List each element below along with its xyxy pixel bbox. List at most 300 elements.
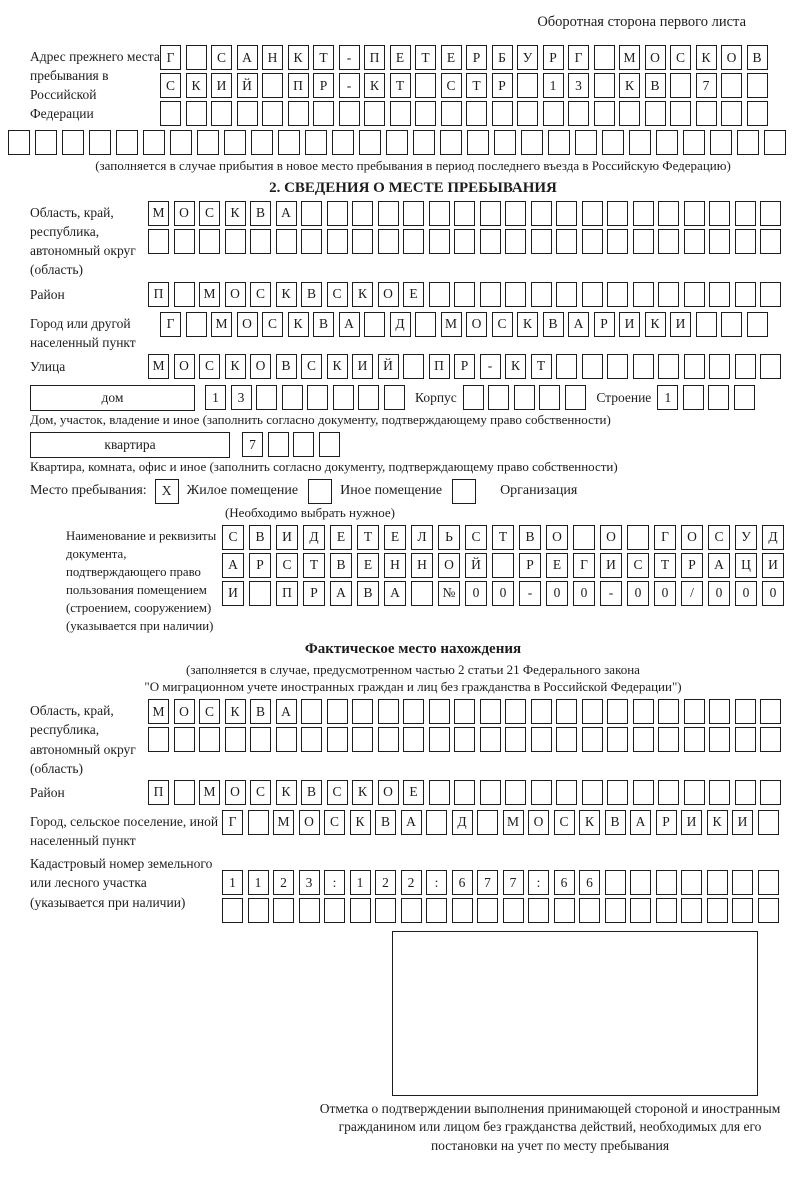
char-box[interactable] [531, 699, 552, 724]
char-box[interactable]: В [301, 282, 322, 307]
char-box[interactable] [734, 385, 755, 410]
char-box[interactable]: Д [452, 810, 473, 835]
char-box[interactable]: Д [303, 525, 325, 550]
char-box[interactable]: Р [454, 354, 475, 379]
checkbox-organizatsiya[interactable] [452, 479, 476, 504]
char-box[interactable] [630, 870, 651, 895]
char-box[interactable] [378, 201, 399, 226]
char-box[interactable] [517, 73, 538, 98]
char-box[interactable] [276, 727, 297, 752]
char-box[interactable] [656, 130, 678, 155]
char-box[interactable] [747, 101, 768, 126]
char-box[interactable] [143, 130, 165, 155]
char-box[interactable]: С [670, 45, 691, 70]
char-box[interactable] [339, 101, 360, 126]
char-box[interactable] [248, 898, 269, 923]
char-box[interactable]: С [276, 553, 298, 578]
char-box[interactable] [480, 780, 501, 805]
char-box[interactable] [656, 870, 677, 895]
char-box[interactable]: А [384, 581, 406, 606]
char-box[interactable] [707, 898, 728, 923]
char-box[interactable] [505, 201, 526, 226]
char-box[interactable] [764, 130, 786, 155]
char-box[interactable] [575, 130, 597, 155]
char-box[interactable] [505, 699, 526, 724]
char-box[interactable] [709, 727, 730, 752]
char-box[interactable] [658, 282, 679, 307]
char-box[interactable] [480, 727, 501, 752]
char-box[interactable]: О [378, 780, 399, 805]
char-box[interactable] [426, 810, 447, 835]
char-box[interactable]: 0 [654, 581, 676, 606]
char-box[interactable] [514, 385, 535, 410]
char-box[interactable] [760, 699, 781, 724]
char-box[interactable] [735, 727, 756, 752]
char-box[interactable]: В [250, 201, 271, 226]
char-box[interactable]: И [222, 581, 244, 606]
char-box[interactable] [463, 385, 484, 410]
char-box[interactable] [411, 581, 433, 606]
char-box[interactable] [324, 898, 345, 923]
char-box[interactable]: М [503, 810, 524, 835]
char-box[interactable] [594, 101, 615, 126]
char-box[interactable]: 0 [762, 581, 784, 606]
char-box[interactable] [378, 229, 399, 254]
char-box[interactable]: Т [415, 45, 436, 70]
char-box[interactable]: С [627, 553, 649, 578]
char-box[interactable]: С [324, 810, 345, 835]
char-box[interactable]: 7 [696, 73, 717, 98]
char-box[interactable]: О [237, 312, 258, 337]
char-box[interactable]: О [528, 810, 549, 835]
char-box[interactable]: К [352, 780, 373, 805]
char-box[interactable]: О [174, 201, 195, 226]
char-box[interactable] [758, 810, 779, 835]
char-box[interactable] [224, 130, 246, 155]
char-box[interactable] [429, 229, 450, 254]
char-box[interactable]: В [519, 525, 541, 550]
char-box[interactable] [301, 699, 322, 724]
char-box[interactable]: С [708, 525, 730, 550]
char-box[interactable]: 0 [708, 581, 730, 606]
char-box[interactable]: 3 [299, 870, 320, 895]
char-box[interactable] [441, 101, 462, 126]
char-box[interactable]: П [276, 581, 298, 606]
char-box[interactable] [429, 282, 450, 307]
char-box[interactable]: К [225, 354, 246, 379]
char-box[interactable]: : [528, 870, 549, 895]
char-box[interactable] [582, 229, 603, 254]
char-box[interactable] [160, 101, 181, 126]
char-box[interactable]: С [554, 810, 575, 835]
char-box[interactable]: 3 [568, 73, 589, 98]
char-box[interactable] [633, 201, 654, 226]
char-box[interactable]: К [505, 354, 526, 379]
char-box[interactable]: 3 [231, 385, 252, 410]
char-box[interactable]: Р [492, 73, 513, 98]
char-box[interactable]: - [339, 45, 360, 70]
char-box[interactable] [531, 201, 552, 226]
char-box[interactable] [760, 282, 781, 307]
char-box[interactable]: / [681, 581, 703, 606]
char-box[interactable]: Т [654, 553, 676, 578]
char-box[interactable]: А [708, 553, 730, 578]
char-box[interactable]: В [330, 553, 352, 578]
char-box[interactable] [332, 130, 354, 155]
char-box[interactable]: - [600, 581, 622, 606]
char-box[interactable]: О [600, 525, 622, 550]
char-box[interactable] [480, 201, 501, 226]
char-box[interactable] [684, 699, 705, 724]
char-box[interactable] [629, 130, 651, 155]
char-box[interactable]: С [250, 282, 271, 307]
char-box[interactable]: М [148, 699, 169, 724]
char-box[interactable]: 7 [477, 870, 498, 895]
char-box[interactable] [747, 73, 768, 98]
char-box[interactable] [735, 229, 756, 254]
char-box[interactable]: М [199, 780, 220, 805]
char-box[interactable] [683, 385, 704, 410]
char-box[interactable] [707, 870, 728, 895]
char-box[interactable]: М [619, 45, 640, 70]
char-box[interactable] [684, 282, 705, 307]
char-box[interactable] [288, 101, 309, 126]
char-box[interactable] [573, 525, 595, 550]
char-box[interactable] [174, 229, 195, 254]
char-box[interactable] [305, 130, 327, 155]
char-box[interactable]: И [670, 312, 691, 337]
char-box[interactable]: Г [160, 312, 181, 337]
char-box[interactable] [352, 699, 373, 724]
char-box[interactable]: М [199, 282, 220, 307]
char-box[interactable] [760, 354, 781, 379]
char-box[interactable] [148, 229, 169, 254]
char-box[interactable]: С [199, 354, 220, 379]
char-box[interactable]: О [721, 45, 742, 70]
char-box[interactable]: П [148, 282, 169, 307]
char-box[interactable] [477, 810, 498, 835]
char-box[interactable] [454, 282, 475, 307]
char-box[interactable]: П [288, 73, 309, 98]
char-box[interactable] [582, 699, 603, 724]
char-box[interactable] [605, 898, 626, 923]
char-box[interactable]: С [250, 780, 271, 805]
char-box[interactable] [249, 581, 271, 606]
char-box[interactable] [197, 130, 219, 155]
char-box[interactable] [747, 312, 768, 337]
char-box[interactable]: : [426, 870, 447, 895]
char-box[interactable] [477, 898, 498, 923]
char-box[interactable] [521, 130, 543, 155]
char-box[interactable] [633, 282, 654, 307]
char-box[interactable]: С [492, 312, 513, 337]
char-box[interactable]: К [517, 312, 538, 337]
char-box[interactable]: Р [594, 312, 615, 337]
char-box[interactable]: О [681, 525, 703, 550]
char-box[interactable] [211, 101, 232, 126]
char-box[interactable] [440, 130, 462, 155]
char-box[interactable]: Н [384, 553, 406, 578]
char-box[interactable] [276, 229, 297, 254]
char-box[interactable] [582, 354, 603, 379]
char-box[interactable] [732, 870, 753, 895]
char-box[interactable] [403, 229, 424, 254]
char-box[interactable] [607, 354, 628, 379]
char-box[interactable] [543, 101, 564, 126]
char-box[interactable] [758, 870, 779, 895]
char-box[interactable]: Д [762, 525, 784, 550]
char-box[interactable]: В [375, 810, 396, 835]
char-box[interactable]: Б [492, 45, 513, 70]
char-box[interactable] [556, 201, 577, 226]
char-box[interactable] [505, 727, 526, 752]
char-box[interactable] [403, 354, 424, 379]
char-box[interactable]: С [199, 201, 220, 226]
char-box[interactable]: В [249, 525, 271, 550]
char-box[interactable]: Е [403, 780, 424, 805]
char-box[interactable] [116, 130, 138, 155]
char-box[interactable]: К [645, 312, 666, 337]
char-box[interactable]: М [148, 354, 169, 379]
char-box[interactable] [709, 699, 730, 724]
char-box[interactable] [517, 101, 538, 126]
char-box[interactable]: К [276, 780, 297, 805]
char-box[interactable] [708, 385, 729, 410]
char-box[interactable]: Р [681, 553, 703, 578]
char-box[interactable] [737, 130, 759, 155]
char-box[interactable] [531, 727, 552, 752]
char-box[interactable] [607, 699, 628, 724]
char-box[interactable] [299, 898, 320, 923]
char-box[interactable] [645, 101, 666, 126]
char-box[interactable]: : [324, 870, 345, 895]
char-box[interactable] [602, 130, 624, 155]
char-box[interactable]: 1 [543, 73, 564, 98]
char-box[interactable] [480, 699, 501, 724]
char-box[interactable] [556, 780, 577, 805]
char-box[interactable]: И [762, 553, 784, 578]
char-box[interactable] [619, 101, 640, 126]
char-box[interactable] [582, 201, 603, 226]
char-box[interactable] [760, 229, 781, 254]
char-box[interactable]: 0 [627, 581, 649, 606]
char-box[interactable] [505, 780, 526, 805]
char-box[interactable]: К [288, 312, 309, 337]
char-box[interactable] [735, 282, 756, 307]
char-box[interactable]: А [401, 810, 422, 835]
char-box[interactable] [186, 101, 207, 126]
char-box[interactable] [568, 101, 589, 126]
char-box[interactable] [480, 282, 501, 307]
char-box[interactable] [607, 780, 628, 805]
char-box[interactable]: К [364, 73, 385, 98]
char-box[interactable] [760, 201, 781, 226]
char-box[interactable]: И [681, 810, 702, 835]
char-box[interactable] [301, 727, 322, 752]
char-box[interactable] [375, 898, 396, 923]
char-box[interactable] [199, 229, 220, 254]
char-box[interactable]: И [211, 73, 232, 98]
char-box[interactable]: Т [313, 45, 334, 70]
char-box[interactable] [222, 898, 243, 923]
char-box[interactable]: О [466, 312, 487, 337]
char-box[interactable]: 6 [452, 870, 473, 895]
char-box[interactable] [415, 101, 436, 126]
char-box[interactable]: Р [249, 553, 271, 578]
char-box[interactable] [452, 898, 473, 923]
char-box[interactable] [709, 229, 730, 254]
char-box[interactable] [401, 898, 422, 923]
char-box[interactable] [268, 432, 289, 457]
char-box[interactable] [327, 229, 348, 254]
char-box[interactable]: 1 [222, 870, 243, 895]
char-box[interactable] [186, 45, 207, 70]
char-box[interactable]: К [696, 45, 717, 70]
char-box[interactable] [62, 130, 84, 155]
char-box[interactable] [454, 780, 475, 805]
char-box[interactable]: К [707, 810, 728, 835]
char-box[interactable] [35, 130, 57, 155]
char-box[interactable]: 2 [273, 870, 294, 895]
char-box[interactable] [735, 201, 756, 226]
char-box[interactable]: 0 [492, 581, 514, 606]
char-box[interactable]: Т [466, 73, 487, 98]
char-box[interactable] [301, 229, 322, 254]
char-box[interactable]: 7 [242, 432, 263, 457]
char-box[interactable]: К [288, 45, 309, 70]
char-box[interactable]: С [222, 525, 244, 550]
char-box[interactable] [760, 727, 781, 752]
char-box[interactable] [607, 229, 628, 254]
char-box[interactable]: - [519, 581, 541, 606]
char-box[interactable] [333, 385, 354, 410]
char-box[interactable]: А [339, 312, 360, 337]
char-box[interactable]: А [330, 581, 352, 606]
char-box[interactable]: В [605, 810, 626, 835]
char-box[interactable] [262, 101, 283, 126]
checkbox-inoe-pomeshchenie[interactable] [308, 479, 332, 504]
char-box[interactable] [429, 201, 450, 226]
char-box[interactable]: 0 [735, 581, 757, 606]
char-box[interactable] [539, 385, 560, 410]
char-box[interactable] [594, 45, 615, 70]
char-box[interactable]: В [357, 581, 379, 606]
char-box[interactable]: М [148, 201, 169, 226]
checkbox-zhiloe-pomeshchenie[interactable]: X [155, 479, 179, 504]
char-box[interactable]: О [299, 810, 320, 835]
char-box[interactable]: К [619, 73, 640, 98]
char-box[interactable]: О [546, 525, 568, 550]
char-box[interactable]: К [327, 354, 348, 379]
char-box[interactable] [607, 201, 628, 226]
char-box[interactable]: - [339, 73, 360, 98]
char-box[interactable]: Т [303, 553, 325, 578]
char-box[interactable] [505, 229, 526, 254]
char-box[interactable]: Й [465, 553, 487, 578]
char-box[interactable]: Г [568, 45, 589, 70]
char-box[interactable]: Ь [438, 525, 460, 550]
char-box[interactable] [582, 282, 603, 307]
char-box[interactable] [721, 312, 742, 337]
char-box[interactable] [429, 727, 450, 752]
char-box[interactable] [225, 727, 246, 752]
char-box[interactable] [282, 385, 303, 410]
char-box[interactable]: П [429, 354, 450, 379]
char-box[interactable] [710, 130, 732, 155]
char-box[interactable] [454, 229, 475, 254]
char-box[interactable] [492, 101, 513, 126]
char-box[interactable]: К [225, 699, 246, 724]
char-box[interactable]: С [211, 45, 232, 70]
char-box[interactable] [630, 898, 651, 923]
char-box[interactable]: Е [403, 282, 424, 307]
char-box[interactable]: В [276, 354, 297, 379]
char-box[interactable]: О [225, 780, 246, 805]
char-box[interactable] [454, 727, 475, 752]
char-box[interactable] [358, 385, 379, 410]
char-box[interactable] [528, 898, 549, 923]
char-box[interactable] [582, 727, 603, 752]
char-box[interactable] [554, 898, 575, 923]
char-box[interactable]: К [579, 810, 600, 835]
char-box[interactable] [403, 201, 424, 226]
char-box[interactable] [454, 201, 475, 226]
char-box[interactable]: Т [492, 525, 514, 550]
char-box[interactable] [174, 282, 195, 307]
char-box[interactable] [633, 699, 654, 724]
char-box[interactable] [350, 898, 371, 923]
char-box[interactable]: 0 [546, 581, 568, 606]
char-box[interactable]: Р [656, 810, 677, 835]
char-box[interactable]: К [225, 201, 246, 226]
char-box[interactable] [531, 229, 552, 254]
char-box[interactable] [627, 525, 649, 550]
char-box[interactable]: В [301, 780, 322, 805]
char-box[interactable] [199, 727, 220, 752]
char-box[interactable]: Е [546, 553, 568, 578]
char-box[interactable] [429, 699, 450, 724]
char-box[interactable]: А [237, 45, 258, 70]
char-box[interactable] [681, 870, 702, 895]
char-box[interactable]: О [250, 354, 271, 379]
char-box[interactable]: Г [222, 810, 243, 835]
char-box[interactable] [359, 130, 381, 155]
char-box[interactable] [466, 101, 487, 126]
char-box[interactable]: Т [357, 525, 379, 550]
char-box[interactable] [607, 282, 628, 307]
char-box[interactable] [174, 727, 195, 752]
char-box[interactable]: С [199, 699, 220, 724]
char-box[interactable] [565, 385, 586, 410]
char-box[interactable] [670, 73, 691, 98]
char-box[interactable] [364, 312, 385, 337]
char-box[interactable]: В [543, 312, 564, 337]
char-box[interactable]: П [148, 780, 169, 805]
char-box[interactable] [658, 354, 679, 379]
char-box[interactable]: Г [160, 45, 181, 70]
char-box[interactable]: Е [390, 45, 411, 70]
char-box[interactable] [429, 780, 450, 805]
char-box[interactable]: К [186, 73, 207, 98]
char-box[interactable] [582, 780, 603, 805]
char-box[interactable] [89, 130, 111, 155]
char-box[interactable]: М [441, 312, 462, 337]
char-box[interactable] [684, 354, 705, 379]
char-box[interactable] [735, 780, 756, 805]
char-box[interactable] [403, 727, 424, 752]
char-box[interactable] [670, 101, 691, 126]
char-box[interactable] [488, 385, 509, 410]
